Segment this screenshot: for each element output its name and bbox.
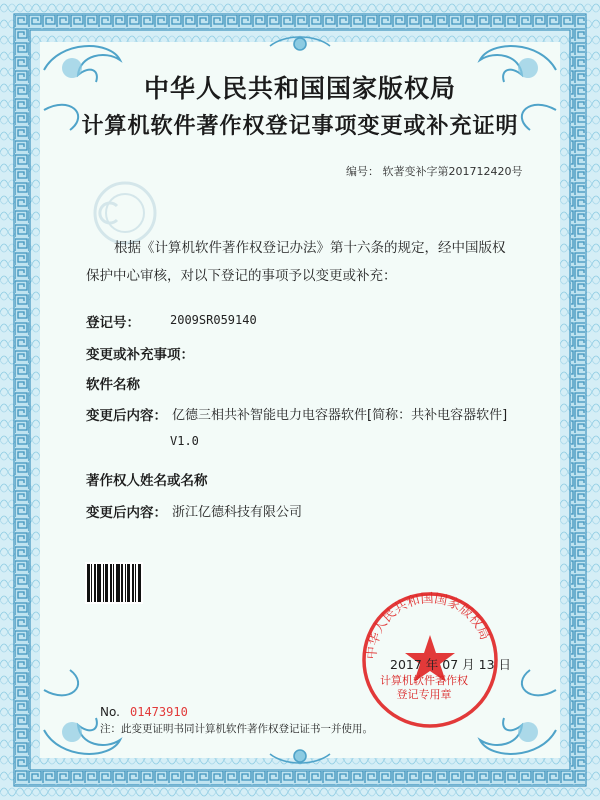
registration-number: 2009SR059140	[170, 313, 257, 327]
issue-date: 2017 年 07 月 13 日	[390, 657, 511, 672]
software-name-value: 亿德三相共补智能电力电容器软件[简称：共补电容器软件]	[172, 408, 508, 423]
change-items-label: 变更或补充事项：	[86, 347, 194, 363]
certificate-number: 编号： 软著变补字第201712420号	[346, 165, 523, 178]
footnote: 注：此变更证明书同计算机软件著作权登记证书一并使用。	[100, 723, 373, 735]
page-subtitle: 计算机软件著作权登记事项变更或补充证明	[81, 113, 519, 139]
software-name-label: 软件名称	[86, 377, 140, 393]
software-version: V1.0	[170, 434, 199, 448]
copyright-owner-value: 浙江亿德科技有限公司	[172, 505, 303, 520]
copyright-owner-label: 著作权人姓名或名称	[86, 473, 208, 489]
svg-text:中华人民共和国国家版权局: 中华人民共和国国家版权局	[364, 591, 493, 660]
seal-text-line2: 登记专用章	[396, 688, 452, 701]
registration-label: 登记号：	[86, 315, 140, 331]
seal-text-line1: 计算机软件著作权	[380, 674, 468, 687]
intro-paragraph: 根据《计算机软件著作权登记办法》第十六条的规定，经中国版权保护中心审核，对以下登记的事项予以变更或补充：	[86, 240, 506, 284]
serial-number: 01473910	[130, 705, 188, 719]
page-title: 中华人民共和国国家版权局	[143, 74, 456, 103]
changed-content-label: 变更后内容：	[86, 408, 167, 424]
serial-label: No.	[100, 705, 120, 719]
barcode	[85, 562, 143, 604]
owner-changed-content-label: 变更后内容：	[86, 505, 167, 521]
